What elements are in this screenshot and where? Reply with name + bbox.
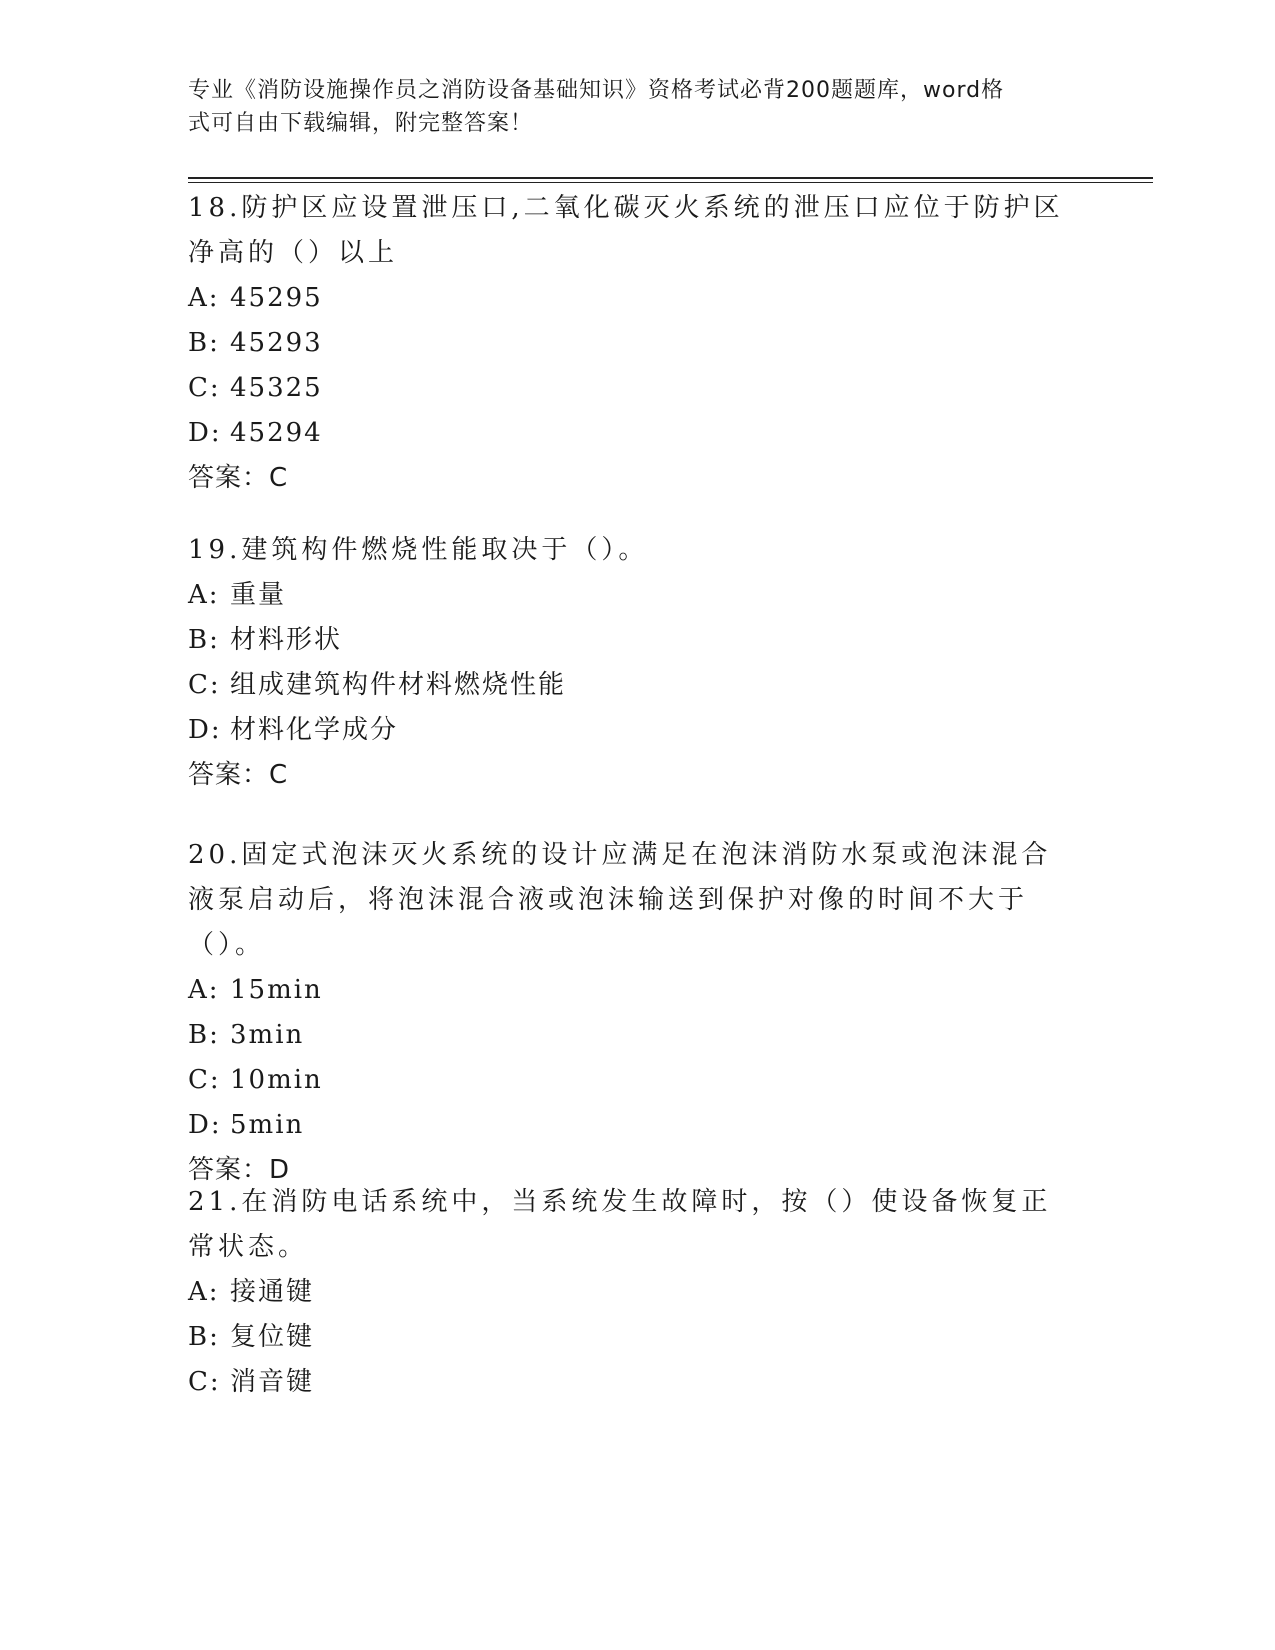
option-text: 45293 bbox=[230, 328, 323, 358]
header-line-1: 专业《消防设施操作员之消防设备基础知识》资格考试必背200题题库，word格 bbox=[188, 78, 1005, 103]
option-c bbox=[188, 366, 1078, 411]
option-b bbox=[188, 321, 1078, 366]
option-d bbox=[188, 708, 1078, 753]
option-letter: C: bbox=[188, 1065, 221, 1095]
option-text: 15min bbox=[230, 975, 323, 1005]
answer: 答案：C bbox=[188, 760, 289, 790]
question-text: 20.固定式泡沫灭火系统的设计应满足在泡沫消防水泵或泡沫混合液泵启动后，将泡沫混合液或泡沫输送到保护对像的时间不大于（）。 bbox=[188, 840, 1052, 960]
option-a bbox=[188, 573, 1078, 618]
question-20 bbox=[188, 833, 1078, 1193]
option-text: 3min bbox=[230, 1020, 305, 1050]
option-b bbox=[188, 618, 1078, 663]
option-text: 材料化学成分 bbox=[230, 715, 399, 745]
option-letter: D: bbox=[188, 418, 222, 448]
option-text: 接通键 bbox=[230, 1277, 315, 1307]
option-letter: D: bbox=[188, 1110, 222, 1140]
option-letter: A: bbox=[188, 1277, 220, 1307]
option-text: 10min bbox=[230, 1065, 323, 1095]
option-text: 重量 bbox=[230, 580, 287, 610]
option-c bbox=[188, 663, 1078, 708]
question-18 bbox=[188, 186, 1078, 501]
header-divider-thick bbox=[188, 177, 1153, 179]
option-a bbox=[188, 1270, 1078, 1315]
option-text: 组成建筑构件材料燃烧性能 bbox=[230, 670, 567, 700]
option-text: 45294 bbox=[230, 418, 323, 448]
question-21 bbox=[188, 1180, 1078, 1405]
question-text: 19.建筑构件燃烧性能取决于（）。 bbox=[188, 535, 649, 565]
header-line-2: 式可自由下载编辑，附完整答案！ bbox=[188, 111, 534, 136]
answer: 答案：C bbox=[188, 463, 289, 493]
document-header bbox=[188, 74, 1068, 140]
option-letter: B: bbox=[188, 625, 220, 655]
option-c bbox=[188, 1360, 1078, 1405]
option-b bbox=[188, 1315, 1078, 1360]
option-letter: D: bbox=[188, 715, 222, 745]
option-c bbox=[188, 1058, 1078, 1103]
option-text: 复位键 bbox=[230, 1322, 315, 1352]
option-letter: B: bbox=[188, 1020, 220, 1050]
option-d bbox=[188, 1103, 1078, 1148]
question-19 bbox=[188, 528, 1078, 798]
option-letter: A: bbox=[188, 283, 220, 313]
option-text: 45325 bbox=[230, 373, 323, 403]
option-letter: C: bbox=[188, 670, 221, 700]
answer: 答案：D bbox=[188, 1155, 291, 1185]
option-text: 消音键 bbox=[230, 1367, 315, 1397]
option-letter: A: bbox=[188, 580, 220, 610]
option-letter: A: bbox=[188, 975, 220, 1005]
option-letter: B: bbox=[188, 328, 220, 358]
option-letter: C: bbox=[188, 1367, 221, 1397]
option-d bbox=[188, 411, 1078, 456]
option-letter: B: bbox=[188, 1322, 220, 1352]
option-b bbox=[188, 1013, 1078, 1058]
option-a bbox=[188, 276, 1078, 321]
question-text: 21.在消防电话系统中，当系统发生故障时，按（）使设备恢复正常状态。 bbox=[188, 1187, 1052, 1262]
option-text: 材料形状 bbox=[230, 625, 343, 655]
header-divider-thin bbox=[188, 182, 1153, 183]
option-text: 45295 bbox=[230, 283, 323, 313]
option-text: 5min bbox=[230, 1110, 305, 1140]
question-text: 18.防护区应设置泄压口,二氧化碳灭火系统的泄压口应位于防护区净高的（）以上 bbox=[188, 193, 1064, 268]
option-a bbox=[188, 968, 1078, 1013]
option-letter: C: bbox=[188, 373, 221, 403]
